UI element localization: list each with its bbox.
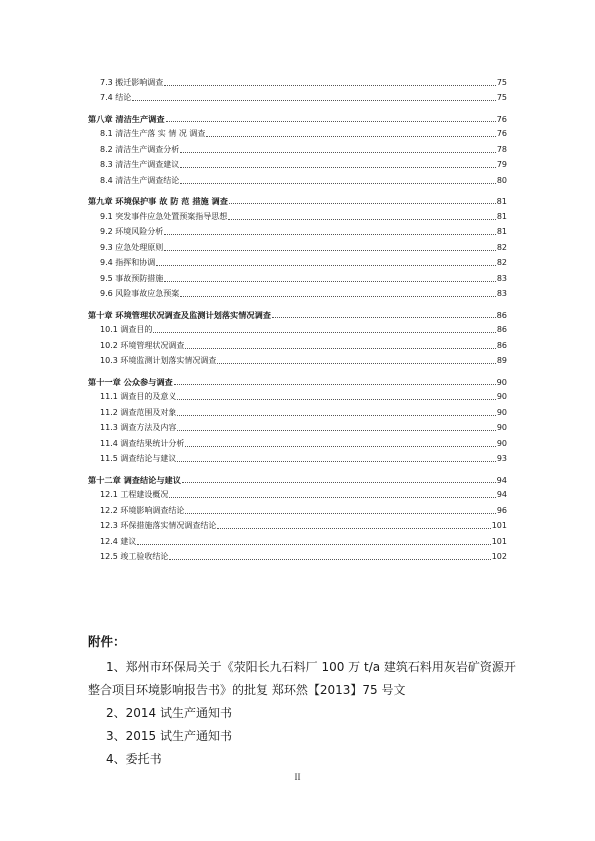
toc-entry-page: 96 <box>496 505 507 515</box>
toc-leader-dots <box>177 460 495 462</box>
toc-entry-page: 75 <box>496 93 507 102</box>
toc-entry-page: 75 <box>496 77 507 87</box>
toc-entry-page: 83 <box>496 289 507 298</box>
toc-entry-page: 78 <box>496 144 507 154</box>
attachment-item-1-line-2: 整合项目环境影响报告书》的批复 郑环然【2013】75 号文 <box>88 683 406 697</box>
toc-entry-page: 76 <box>496 129 507 138</box>
toc-section-entry[interactable] <box>88 531 507 547</box>
toc-entry-label: 8.3 清洁生产调查建议 <box>100 160 180 169</box>
toc-section-entry[interactable] <box>88 222 507 238</box>
toc-entry-label: 第九章 环境保护事 故 防 范 措施 调查 <box>88 196 228 206</box>
toc-section-entry[interactable] <box>88 88 507 104</box>
toc-section-entry[interactable] <box>88 402 507 418</box>
toc-entry-page: 82 <box>496 258 507 267</box>
toc-entry-page: 76 <box>496 113 507 124</box>
toc-leader-dots <box>185 347 495 349</box>
toc-entry-page: 86 <box>496 325 507 334</box>
toc-section-entry[interactable] <box>88 351 507 367</box>
attachments-heading: 附件： <box>88 634 126 649</box>
toc-entry-label: 11.5 调查结论与建议 <box>100 454 177 463</box>
toc-entry-label: 10.3 环境监测计划落实情况调查 <box>100 356 217 365</box>
toc-leader-dots <box>164 280 496 282</box>
attachment-item-4: 4、委托书 <box>106 752 162 766</box>
toc-entry-label: 12.4 建议 <box>100 536 137 546</box>
attachment-item-1-line-1: 1、郑州市环保局关于《荥阳长九石料厂 100 万 t/a 建筑石料用灰岩矿资源开 <box>106 660 516 674</box>
toc-entry-page: 90 <box>496 376 507 387</box>
toc-entry-label: 第十章 环境管理状况调查及监测计划落实情况调查 <box>88 309 271 320</box>
toc-leader-dots <box>132 99 496 101</box>
toc-section-entry[interactable] <box>88 253 507 269</box>
toc-chapter-entry[interactable] <box>88 371 507 387</box>
toc-entry-page: 90 <box>496 423 507 432</box>
toc-leader-dots <box>180 295 496 297</box>
toc-chapter-entry[interactable] <box>88 469 507 485</box>
attachments-section <box>88 630 518 771</box>
toc-entry-label: 11.2 调查范围及对象 <box>100 407 177 417</box>
toc-chapter-entry[interactable] <box>88 108 507 124</box>
toc-leader-dots <box>164 233 496 235</box>
toc-leader-dots <box>228 218 496 220</box>
toc-entry-label: 10.1 调查目的 <box>100 325 153 334</box>
toc-leader-dots <box>164 84 496 86</box>
toc-leader-dots <box>206 135 495 137</box>
toc-leader-dots <box>182 481 496 483</box>
toc-leader-dots <box>177 414 495 416</box>
toc-section-entry[interactable] <box>88 284 507 300</box>
toc-section-entry[interactable] <box>88 387 507 403</box>
toc-entry-label: 12.1 工程建设概况 <box>100 490 169 499</box>
toc-entry-label: 8.1 清洁生产落 实 情 况 调查 <box>100 129 206 138</box>
toc-section-entry[interactable] <box>88 237 507 253</box>
toc-entry-label: 9.4 指挥和协调 <box>100 258 156 267</box>
toc-entry-label: 9.1 突发事件应急处置预案指导思想 <box>100 211 228 221</box>
toc-entry-page: 81 <box>496 211 507 221</box>
toc-entry-page: 79 <box>496 160 507 169</box>
toc-entry-label: 第十一章 公众参与调查 <box>88 376 173 387</box>
toc-leader-dots <box>272 316 496 318</box>
toc-leader-dots <box>156 264 496 266</box>
toc-entry-page: 82 <box>496 242 507 252</box>
toc-section-entry[interactable] <box>88 433 507 449</box>
toc-leader-dots <box>217 527 490 529</box>
toc-section-entry[interactable] <box>88 500 507 516</box>
toc-entry-label: 12.5 竣工验收结论 <box>100 552 169 561</box>
toc-entry-label: 11.4 调查结果统计分析 <box>100 438 185 448</box>
table-of-contents <box>88 72 507 562</box>
toc-entry-label: 9.6 风险事故应急预案 <box>100 289 180 298</box>
toc-entry-label: 9.5 事故预防措施 <box>100 273 164 283</box>
toc-leader-dots <box>229 202 496 204</box>
toc-entry-page: 90 <box>496 407 507 417</box>
toc-entry-label: 9.3 应急处理原则 <box>100 242 164 252</box>
toc-section-entry[interactable] <box>88 72 507 88</box>
toc-section-entry[interactable] <box>88 124 507 140</box>
toc-leader-dots <box>185 445 495 447</box>
toc-entry-page: 81 <box>496 196 507 206</box>
attachment-item-3: 3、2015 试生产通知书 <box>106 729 232 743</box>
toc-entry-label: 7.4 结论 <box>100 93 132 102</box>
toc-section-entry[interactable] <box>88 516 507 532</box>
toc-entry-label: 10.2 环境管理状况调查 <box>100 340 185 350</box>
toc-section-entry[interactable] <box>88 485 507 501</box>
toc-entry-label: 第十二章 调查结论与建议 <box>88 474 181 485</box>
toc-section-entry[interactable] <box>88 547 507 563</box>
toc-section-entry[interactable] <box>88 335 507 351</box>
toc-entry-page: 90 <box>496 392 507 401</box>
toc-entry-page: 89 <box>496 356 507 365</box>
toc-entry-page: 81 <box>496 227 507 236</box>
toc-section-entry[interactable] <box>88 170 507 186</box>
toc-entry-page: 94 <box>496 474 507 485</box>
toc-section-entry[interactable] <box>88 449 507 465</box>
toc-leader-dots <box>153 331 495 333</box>
toc-section-entry[interactable] <box>88 155 507 171</box>
toc-entry-page: 90 <box>496 438 507 448</box>
toc-leader-dots <box>166 120 496 122</box>
toc-entry-label: 11.3 调查方法及内容 <box>100 423 177 432</box>
toc-entry-label: 8.4 清洁生产调查结论 <box>100 175 180 185</box>
toc-entry-page: 102 <box>491 552 507 561</box>
toc-entry-label: 12.2 环境影响调查结论 <box>100 505 185 515</box>
toc-entry-label: 第八章 清洁生产调查 <box>88 113 165 124</box>
toc-leader-dots <box>177 429 495 431</box>
page-number: II <box>294 772 301 782</box>
toc-leader-dots <box>180 166 496 168</box>
toc-chapter-entry[interactable] <box>88 304 507 320</box>
toc-section-entry[interactable] <box>88 206 507 222</box>
attachment-item-2: 2、2014 试生产通知书 <box>106 706 232 720</box>
toc-entry-label: 9.2 环境风险分析 <box>100 227 164 236</box>
toc-entry-label: 7.3 搬迁影响调查 <box>100 77 164 87</box>
toc-leader-dots <box>177 398 495 400</box>
toc-entry-label: 12.3 环保措施落实情况调查结论 <box>100 521 217 530</box>
toc-leader-dots <box>180 151 496 153</box>
toc-leader-dots <box>185 512 495 514</box>
toc-leader-dots <box>164 249 496 251</box>
toc-section-entry[interactable] <box>88 418 507 434</box>
toc-leader-dots <box>169 496 495 498</box>
toc-entry-page: 101 <box>491 536 507 546</box>
toc-entry-page: 80 <box>496 175 507 185</box>
toc-leader-dots <box>169 558 490 560</box>
toc-leader-dots <box>180 182 496 184</box>
toc-entry-page: 86 <box>496 340 507 350</box>
toc-leader-dots <box>137 543 490 545</box>
toc-leader-dots <box>217 362 495 364</box>
toc-section-entry[interactable] <box>88 268 507 284</box>
toc-chapter-entry[interactable] <box>88 191 507 207</box>
toc-entry-page: 93 <box>496 454 507 463</box>
toc-entry-page: 94 <box>496 490 507 499</box>
toc-section-entry[interactable] <box>88 320 507 336</box>
toc-entry-page: 83 <box>496 273 507 283</box>
toc-entry-label: 11.1 调查目的及意义 <box>100 392 177 401</box>
toc-entry-label: 8.2 清洁生产调查分析 <box>100 144 180 154</box>
toc-leader-dots <box>174 383 496 385</box>
toc-entry-page: 101 <box>491 521 507 530</box>
toc-section-entry[interactable] <box>88 139 507 155</box>
toc-entry-page: 86 <box>496 309 507 320</box>
